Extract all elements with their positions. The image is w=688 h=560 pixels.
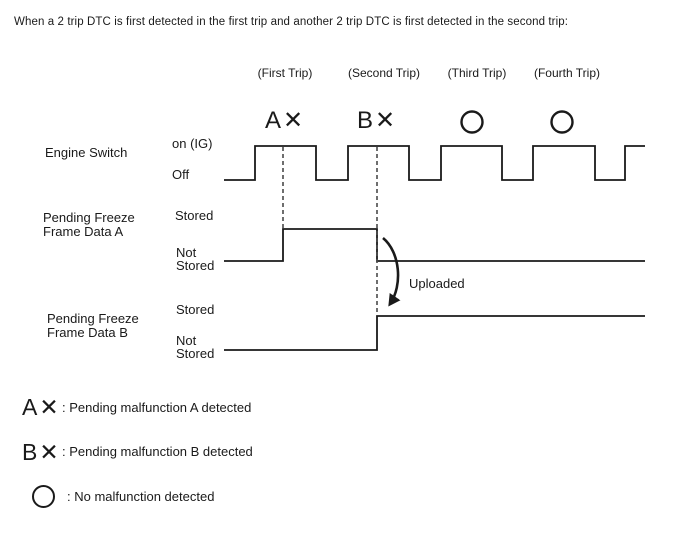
malfunction-b-marker: B✕ <box>356 107 398 134</box>
no-malfunction-icon <box>32 485 55 508</box>
freeze-frame-b-label <box>47 312 139 340</box>
freeze-frame-a-waveform <box>224 229 645 261</box>
legend-no-malfunction-text: : No malfunction detected <box>67 489 215 504</box>
freeze-frame-b-level-stored: Stored <box>176 302 215 317</box>
engine-switch-waveform <box>224 146 645 180</box>
freeze-frame-a-level-stored: Stored <box>175 208 214 223</box>
engine-switch-label: Engine Switch <box>45 145 128 160</box>
engine-switch-level-on: on (IG) <box>172 136 213 151</box>
trip-label-third: (Third Trip) <box>447 66 507 80</box>
trip-label-first: (First Trip) <box>257 66 313 80</box>
engine-switch-level-off: Off <box>172 167 190 182</box>
freeze-frame-a-level-notstored <box>176 246 214 272</box>
uploaded-annotation: Uploaded <box>409 276 465 291</box>
no-malfunction-marker-trip3 <box>462 112 483 133</box>
no-malfunction-marker-trip4 <box>552 112 573 133</box>
freeze-frame-a-label <box>43 211 135 239</box>
freeze-frame-a-label-line1: Pending Freeze <box>43 210 135 225</box>
trip-label-second: (Second Trip) <box>347 66 421 80</box>
legend-malfunction-a-symbol: A✕ <box>22 394 61 420</box>
page-title: When a 2 trip DTC is first detected in the first trip and another 2 trip DTC is first detected in the second trip: <box>14 16 569 28</box>
legend-malfunction-b-symbol: B✕ <box>22 439 61 465</box>
legend-malfunction-a-text: : Pending malfunction A detected <box>62 400 252 415</box>
freeze-frame-b-level-notstored <box>176 334 214 360</box>
legend-malfunction-b-text: : Pending malfunction B detected <box>62 444 253 459</box>
freeze-frame-b-notstored-line1: Not <box>176 333 197 348</box>
malfunction-a-marker: A✕ <box>264 107 306 134</box>
freeze-frame-a-notstored-line1: Not <box>176 245 197 260</box>
freeze-frame-a-notstored-line2: Stored <box>176 258 215 273</box>
trip-label-fourth: (Fourth Trip) <box>533 66 600 80</box>
freeze-frame-b-waveform <box>224 316 645 350</box>
upload-arrow <box>383 238 398 304</box>
freeze-frame-a-label-line2: Frame Data A <box>43 224 124 239</box>
freeze-frame-b-label-line2: Frame Data B <box>47 325 128 340</box>
freeze-frame-b-label-line1: Pending Freeze <box>47 311 139 326</box>
freeze-frame-b-notstored-line2: Stored <box>176 346 215 361</box>
